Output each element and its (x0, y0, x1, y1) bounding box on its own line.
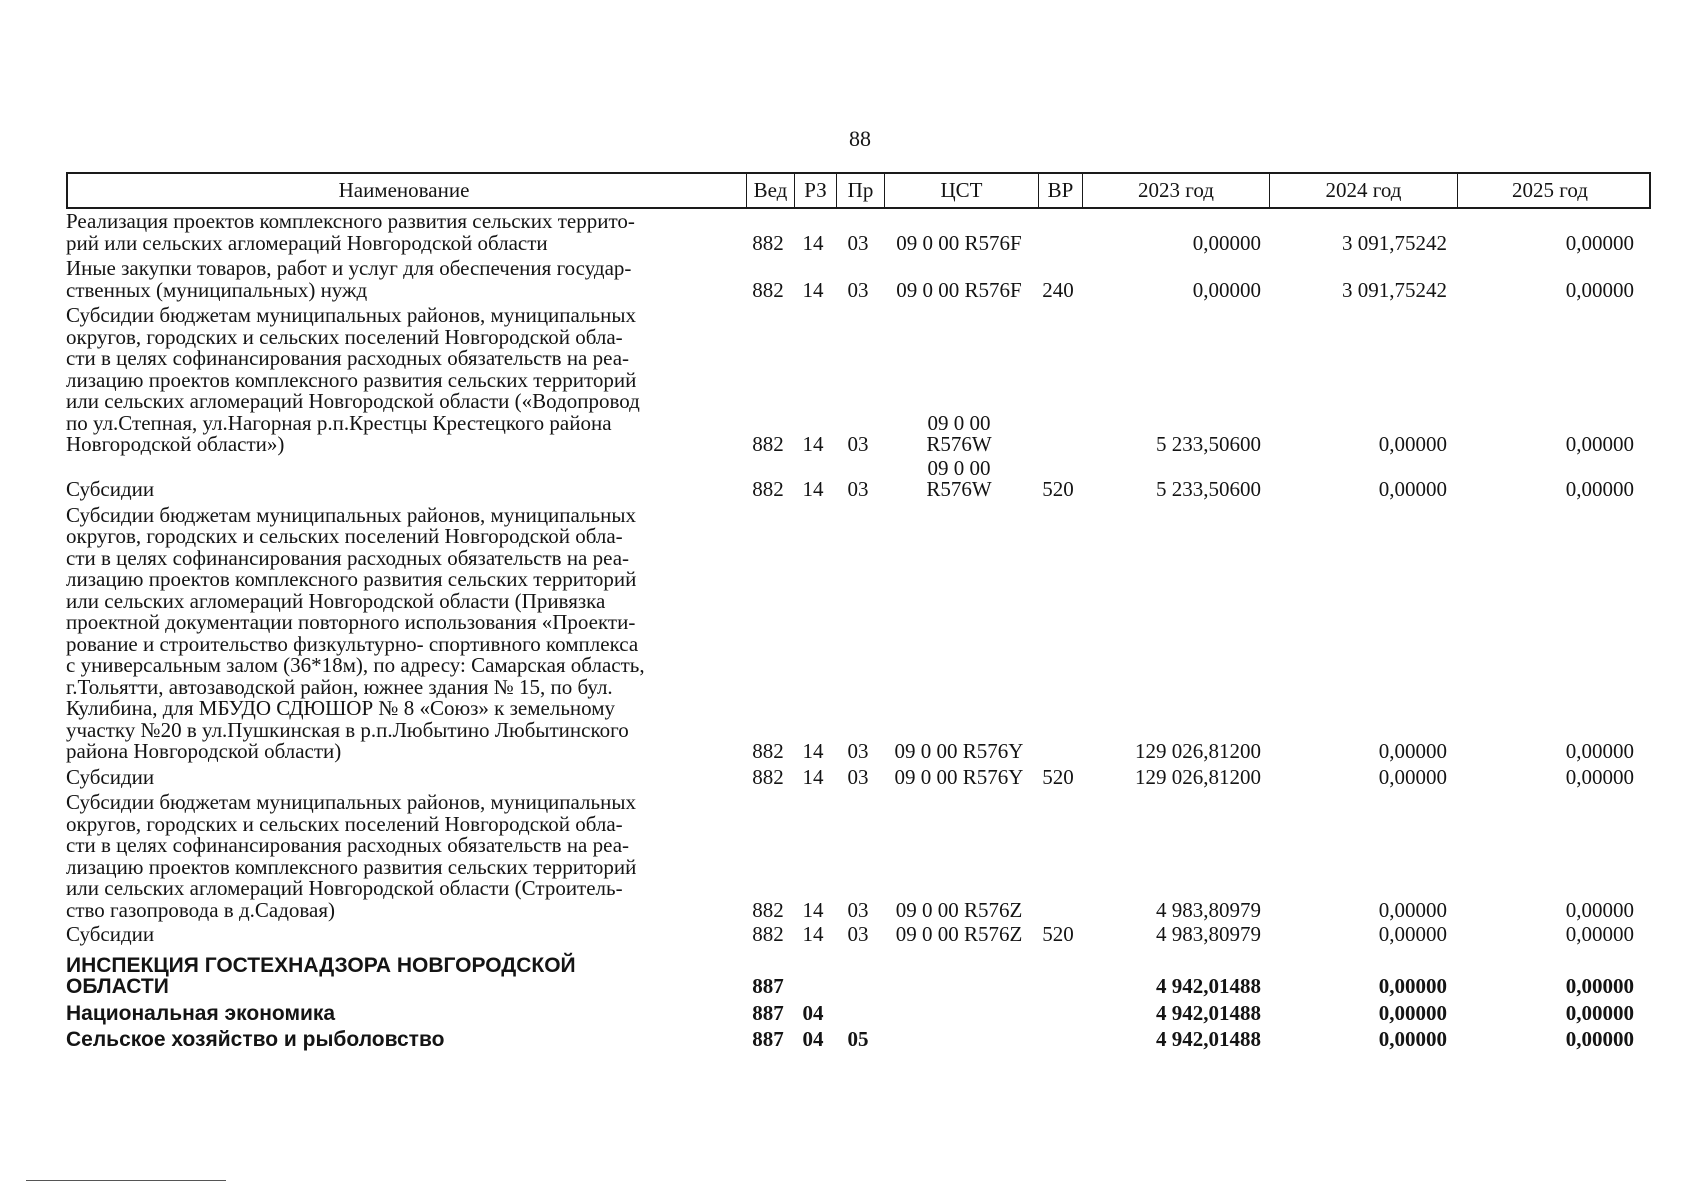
cell-name-line: сти в целях софинансирования расходных обязательств на реа- (66, 545, 630, 570)
cell-pr: 03 (847, 277, 869, 302)
cell-2025: 0,00000 (1565, 230, 1634, 255)
cell-cst: 09 0 00 R576Y (894, 739, 1024, 763)
cell-cst (882, 998, 1036, 999)
cell-name-line: Национальная экономика (66, 1001, 336, 1025)
table-row (66, 955, 1651, 999)
cell-name-line: ОБЛАСТИ (66, 975, 169, 998)
cell-rz: 14 (802, 739, 824, 763)
cell-2023: 0,00000 (1192, 230, 1261, 255)
cell-2024: 0,00000 (1378, 764, 1447, 789)
cell-ved: 882 (752, 230, 784, 255)
footer-rule (26, 1180, 226, 1181)
cell-cst-line: 09 0 00 (927, 455, 991, 480)
cell-2025: 0,00000 (1565, 897, 1634, 922)
cell-ved: 882 (752, 739, 784, 763)
cell-cst (882, 1051, 1036, 1052)
cell-cst-line: R576W (926, 432, 992, 456)
table-row (66, 258, 1651, 302)
cell-name-line: Сельское хозяйство и рыболовство (66, 1028, 445, 1051)
cell-rz: 14 (802, 277, 824, 302)
cell-name-line: Субсидии бюджетам муниципальных районов, муниципальных (66, 502, 636, 527)
cell-2024: 0,00000 (1378, 1027, 1447, 1051)
cell-rz: 14 (802, 230, 824, 255)
cell-pr (834, 1024, 882, 1025)
table-row (66, 455, 1651, 502)
header-2025: 2025 год (1457, 174, 1642, 207)
table-row (66, 1000, 1651, 1026)
cell-name (66, 305, 744, 457)
cell-2024: 0,00000 (1378, 922, 1447, 946)
cell-cst: 09 0 00 R576Z (895, 922, 1023, 946)
header-pr: Пр (836, 174, 884, 207)
cell-name (66, 211, 744, 255)
cell-cst (882, 455, 1036, 502)
cell-name-line: Кулибина, для МБУДО СДЮШОР № 8 «Союз» к земельному (66, 696, 616, 720)
header-vr: ВР (1038, 174, 1082, 207)
cell-pr: 05 (847, 1027, 869, 1051)
cell-2025: 0,00000 (1565, 764, 1634, 789)
cell-vr: 240 (1042, 277, 1074, 302)
cell-vr: 520 (1042, 764, 1074, 789)
cell-name-line: с универсальным залом (36*18м), по адресу: Самарская область, (66, 653, 645, 677)
header-cst: ЦСТ (884, 174, 1038, 207)
cell-2025: 0,00000 (1565, 432, 1634, 456)
cell-name-line: сти в целях софинансирования расходных обязательств на реа- (66, 346, 630, 370)
cell-2023: 4 942,01488 (1156, 1000, 1261, 1025)
cell-2023: 0,00000 (1192, 277, 1261, 302)
cell-2025: 0,00000 (1565, 739, 1634, 763)
cell-2025: 0,00000 (1565, 922, 1634, 946)
table-row (66, 924, 1651, 947)
cell-name-line: или сельских агломераций Новгородской области («Водопровод (66, 389, 640, 413)
cell-2023: 129 026,81200 (1135, 739, 1261, 763)
cell-ved: 882 (752, 764, 784, 789)
cell-name (66, 479, 744, 502)
cell-name (66, 792, 744, 922)
cell-2024: 0,00000 (1378, 897, 1447, 922)
table-row (66, 502, 1651, 764)
cell-name-line: или сельских агломераций Новгородской области (Строитель- (66, 876, 623, 900)
cell-rz: 14 (802, 432, 824, 456)
cell-name-line: округов, городских и сельских поселений Новгородской обла- (66, 811, 623, 836)
cell-2024: 0,00000 (1378, 974, 1447, 998)
cell-2023: 4 942,01488 (1156, 1027, 1261, 1051)
cell-name-line: участку №20 в ул.Пушкинская в р.п.Любытино Любытинского (66, 717, 629, 742)
cell-ved: 882 (752, 277, 784, 302)
cell-name-line: проектной документации повторного использования «Проекти- (66, 610, 636, 634)
cell-2024: 0,00000 (1378, 1000, 1447, 1025)
cell-rz: 14 (802, 897, 824, 922)
cell-2025: 0,00000 (1565, 477, 1634, 501)
cell-name-line: Реализация проектов комплексного развития сельских террито- (66, 209, 635, 233)
cell-name-line: ственных (муниципальных) нужд (66, 277, 368, 302)
cell-name-line: Субсидии (66, 922, 155, 946)
cell-name-line: по ул.Степная, ул.Нагорная р.п.Крестцы Крестецкого района (66, 410, 612, 435)
cell-vr (1036, 1051, 1080, 1052)
header-ved: Вед (746, 174, 794, 207)
cell-name (66, 955, 744, 999)
cell-vr (1036, 254, 1080, 255)
cell-name-line: округов, городских и сельских поселений Новгородской обла- (66, 324, 623, 349)
cell-cst: 09 0 00 R576Y (894, 764, 1024, 789)
header-2024: 2024 год (1269, 174, 1457, 207)
cell-ved: 887 (752, 974, 784, 998)
cell-name-line: лизацию проектов комплексного развития сельских территорий (66, 367, 637, 392)
cell-2023: 5 233,50600 (1156, 477, 1261, 501)
header-rz: РЗ (794, 174, 836, 207)
cell-2023: 4 942,01488 (1156, 974, 1261, 998)
table-row (66, 211, 1651, 255)
cell-cst: 09 0 00 R576Z (895, 897, 1023, 922)
table-header (66, 172, 1651, 209)
cell-name-line: сти в целях софинансирования расходных обязательств на реа- (66, 833, 630, 857)
cell-rz: 14 (802, 922, 824, 946)
cell-cst: 09 0 00 R576F (896, 230, 1022, 255)
cell-2023: 4 983,80979 (1156, 922, 1261, 946)
cell-name-line: лизацию проектов комплексного развития сельских территорий (66, 854, 637, 879)
cell-pr: 03 (847, 922, 869, 946)
cell-name (66, 1029, 744, 1052)
cell-cst: 09 0 00 R576F (896, 277, 1022, 302)
cell-vr: 520 (1042, 477, 1074, 501)
cell-ved: 882 (752, 432, 784, 456)
cell-name (66, 258, 744, 302)
cell-vr (1036, 998, 1080, 999)
table-row (66, 305, 1651, 457)
cell-2024: 0,00000 (1378, 477, 1447, 501)
cell-2025: 0,00000 (1565, 974, 1634, 998)
cell-pr: 03 (847, 897, 869, 922)
cell-2023: 129 026,81200 (1135, 764, 1261, 789)
table-row (66, 764, 1651, 790)
cell-name-line: рий или сельских агломераций Новгородской области (66, 230, 548, 255)
cell-name (66, 924, 744, 947)
cell-ved: 882 (752, 922, 784, 946)
cell-2025: 0,00000 (1565, 277, 1634, 302)
cell-ved: 887 (752, 1000, 784, 1025)
cell-name-line: г.Тольятти, автозаводской район, южнее здания № 15, по бул. (66, 674, 613, 699)
cell-ved: 882 (752, 897, 784, 922)
header-name: Наименование (338, 177, 470, 202)
cell-2024: 3 091,75242 (1342, 230, 1447, 255)
cell-vr: 520 (1042, 922, 1074, 946)
table-body (66, 211, 1651, 1052)
cell-2023: 5 233,50600 (1156, 432, 1261, 456)
cell-name-line: ство газопровода в д.Садовая) (66, 897, 336, 922)
cell-name-line: Субсидии (66, 764, 155, 789)
cell-name-line: Субсидии бюджетам муниципальных районов, муниципальных (66, 303, 636, 327)
cell-rz: 14 (802, 764, 824, 789)
cell-name-line: района Новгородской области) (66, 739, 342, 763)
cell-2024: 3 091,75242 (1342, 277, 1447, 302)
table-row (66, 1029, 1651, 1052)
budget-table (66, 172, 1651, 1052)
cell-pr: 03 (847, 764, 869, 789)
cell-name (66, 1003, 744, 1026)
cell-rz: 04 (802, 1000, 824, 1025)
cell-2024: 0,00000 (1378, 739, 1447, 763)
cell-pr: 03 (847, 432, 869, 456)
cell-name-line: или сельских агломераций Новгородской области (Привязка (66, 588, 606, 613)
cell-2025: 0,00000 (1565, 1027, 1634, 1051)
cell-rz: 04 (802, 1027, 824, 1051)
cell-pr (834, 998, 882, 999)
cell-name (66, 502, 744, 764)
header-2023: 2023 год (1082, 174, 1269, 207)
cell-name-line: ИНСПЕКЦИЯ ГОСТЕХНАДЗОРА НОВГОРОДСКОЙ (66, 953, 576, 977)
page-number: 88 (849, 126, 871, 151)
cell-cst (882, 1024, 1036, 1025)
cell-pr: 03 (847, 739, 869, 763)
cell-2023: 4 983,80979 (1156, 897, 1261, 922)
cell-2024: 0,00000 (1378, 432, 1447, 456)
cell-ved: 887 (752, 1027, 784, 1051)
cell-name-line: округов, городских и сельских поселений Новгородской обла- (66, 524, 623, 548)
cell-name-line: Субсидии бюджетам муниципальных районов, муниципальных (66, 790, 636, 814)
cell-rz (792, 998, 834, 999)
cell-cst-line: R576W (926, 477, 992, 501)
cell-vr (1036, 1024, 1080, 1025)
cell-rz: 14 (802, 477, 824, 501)
cell-cst-line: 09 0 00 (927, 410, 991, 435)
cell-vr (1036, 456, 1080, 457)
cell-2025: 0,00000 (1565, 1000, 1634, 1025)
cell-name-line: Субсидии (66, 477, 155, 501)
cell-name (66, 764, 744, 790)
cell-vr (1036, 763, 1080, 764)
cell-name-line: рование и строительство физкультурно- спортивного комплекса (66, 631, 639, 656)
cell-pr: 03 (847, 230, 869, 255)
cell-pr: 03 (847, 477, 869, 501)
cell-name-line: Новгородской области») (66, 432, 285, 456)
table-row (66, 792, 1651, 922)
cell-name-line: Иные закупки товаров, работ и услуг для обеспечения государ- (66, 256, 632, 280)
cell-cst (882, 410, 1036, 457)
cell-ved: 882 (752, 477, 784, 501)
cell-name-line: лизацию проектов комплексного развития сельских территорий (66, 567, 637, 591)
